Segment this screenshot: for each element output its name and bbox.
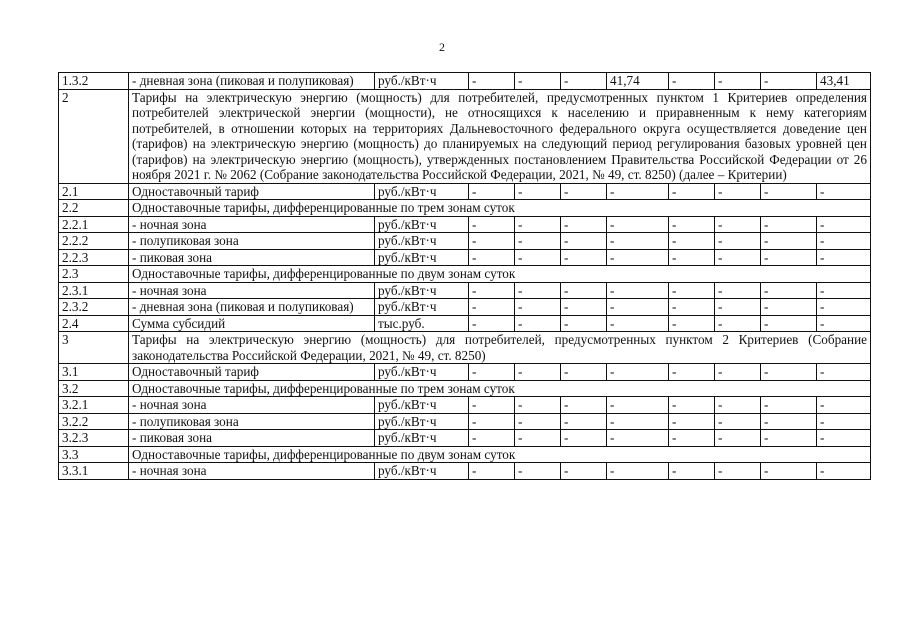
tariff-name: - дневная зона (пиковая и полупиковая): [129, 73, 375, 90]
value-cell: -: [817, 430, 871, 447]
value-cell: -: [715, 430, 761, 447]
table-row: [59, 216, 871, 233]
value-cell: -: [561, 430, 607, 447]
value-cell: -: [817, 183, 871, 200]
row-number: 3.2.2: [59, 413, 129, 430]
row-number: 3.3: [59, 446, 129, 463]
value-cell: -: [761, 233, 817, 250]
table-row: [59, 299, 871, 316]
value-cell: -: [515, 463, 561, 480]
value-cell: 41,74: [607, 73, 669, 90]
value-cell: -: [515, 183, 561, 200]
value-cell: -: [715, 216, 761, 233]
tariff-name: - ночная зона: [129, 463, 375, 480]
row-number: 2.1: [59, 183, 129, 200]
row-number: 2.3.1: [59, 282, 129, 299]
value-cell: -: [515, 315, 561, 332]
row-number: 3.2: [59, 380, 129, 397]
value-cell: -: [607, 233, 669, 250]
value-cell: -: [817, 413, 871, 430]
table-row: [59, 446, 871, 463]
value-cell: -: [515, 216, 561, 233]
section-heading: Одноставочные тарифы, дифференцированные по двум зонам суток: [129, 266, 871, 283]
table-row: [59, 413, 871, 430]
value-cell: -: [761, 249, 817, 266]
value-cell: -: [515, 299, 561, 316]
table-row: [59, 315, 871, 332]
unit-cell: руб./кВт·ч: [375, 183, 469, 200]
value-cell: -: [469, 216, 515, 233]
unit-cell: руб./кВт·ч: [375, 216, 469, 233]
table-body: [59, 73, 871, 480]
value-cell: -: [469, 463, 515, 480]
value-cell: -: [469, 73, 515, 90]
table-row: [59, 332, 871, 364]
value-cell: -: [561, 315, 607, 332]
value-cell: -: [561, 397, 607, 414]
unit-cell: руб./кВт·ч: [375, 397, 469, 414]
tariff-name: - пиковая зона: [129, 249, 375, 266]
value-cell: -: [715, 233, 761, 250]
value-cell: -: [515, 397, 561, 414]
tariff-name: - ночная зона: [129, 397, 375, 414]
value-cell: -: [715, 413, 761, 430]
value-cell: -: [561, 216, 607, 233]
row-number: 3.1: [59, 364, 129, 381]
value-cell: -: [715, 282, 761, 299]
unit-cell: руб./кВт·ч: [375, 299, 469, 316]
value-cell: -: [515, 73, 561, 90]
value-cell: -: [469, 233, 515, 250]
value-cell: -: [715, 299, 761, 316]
row-number: 2.3: [59, 266, 129, 283]
value-cell: -: [607, 413, 669, 430]
row-number: 2.2.1: [59, 216, 129, 233]
value-cell: 43,41: [817, 73, 871, 90]
value-cell: -: [561, 299, 607, 316]
value-cell: -: [669, 299, 715, 316]
table-row: [59, 463, 871, 480]
table-row: [59, 200, 871, 217]
unit-cell: руб./кВт·ч: [375, 233, 469, 250]
table-row: [59, 183, 871, 200]
value-cell: -: [761, 430, 817, 447]
value-cell: -: [817, 233, 871, 250]
tariff-name: - полупиковая зона: [129, 233, 375, 250]
value-cell: -: [561, 282, 607, 299]
section-heading: Одноставочные тарифы, дифференцированные по двум зонам суток: [129, 446, 871, 463]
value-cell: -: [669, 183, 715, 200]
value-cell: -: [817, 364, 871, 381]
unit-cell: руб./кВт·ч: [375, 73, 469, 90]
value-cell: -: [607, 364, 669, 381]
value-cell: -: [469, 315, 515, 332]
value-cell: -: [607, 249, 669, 266]
value-cell: -: [561, 364, 607, 381]
row-number: 2: [59, 89, 129, 183]
value-cell: -: [817, 299, 871, 316]
unit-cell: руб./кВт·ч: [375, 364, 469, 381]
value-cell: -: [561, 463, 607, 480]
value-cell: -: [515, 430, 561, 447]
value-cell: -: [817, 282, 871, 299]
value-cell: -: [669, 463, 715, 480]
tariff-name: Одноставочный тариф: [129, 183, 375, 200]
value-cell: -: [515, 413, 561, 430]
value-cell: -: [761, 216, 817, 233]
unit-cell: руб./кВт·ч: [375, 413, 469, 430]
value-cell: -: [715, 249, 761, 266]
table-row: [59, 430, 871, 447]
unit-cell: руб./кВт·ч: [375, 463, 469, 480]
tariff-name: - дневная зона (пиковая и полупиковая): [129, 299, 375, 316]
row-number: 3.3.1: [59, 463, 129, 480]
page-number: 2: [439, 40, 445, 54]
table-row: [59, 397, 871, 414]
value-cell: -: [515, 282, 561, 299]
value-cell: -: [669, 430, 715, 447]
row-number: 2.3.2: [59, 299, 129, 316]
unit-cell: руб./кВт·ч: [375, 249, 469, 266]
value-cell: -: [817, 249, 871, 266]
value-cell: -: [761, 299, 817, 316]
table-row: [59, 380, 871, 397]
value-cell: -: [817, 315, 871, 332]
table-row: [59, 266, 871, 283]
value-cell: -: [761, 364, 817, 381]
value-cell: -: [761, 463, 817, 480]
value-cell: -: [607, 397, 669, 414]
value-cell: -: [715, 397, 761, 414]
value-cell: -: [561, 183, 607, 200]
value-cell: -: [607, 299, 669, 316]
value-cell: -: [761, 183, 817, 200]
value-cell: -: [607, 183, 669, 200]
section-heading: Тарифы на электрическую энергию (мощность) для потребителей, предусмотренных пунктом 2 Критериев (Собрание законодательства Российской Федерации, 2021, № 49, ст. 8250): [129, 332, 871, 364]
value-cell: -: [469, 282, 515, 299]
value-cell: -: [561, 413, 607, 430]
section-heading: Тарифы на электрическую энергию (мощность) для потребителей, предусмотренных пунктом 1 Критериев определения потребителей электрической энергии (мощности), не относящихся к населению и приравненным к нему категориям потребителей, в отношении которых на территориях Дальневосточного федерального округа осуществляется доведение цен (тарифов) на электрическую энергию (мощность) до планируемых на следующий период регулирования базовых уровней цен (тарифов) на электрическую энергию (мощность), утвержденных постановлением Правительства Российской Федерации от 26 ноября 2021 г. № 2062 (Собрание законодательства Российской Федерации, 2021, № 49, ст. 8250) (далее – Критерии): [129, 89, 871, 183]
unit-cell: руб./кВт·ч: [375, 430, 469, 447]
row-number: 2.2.2: [59, 233, 129, 250]
table-row: [59, 89, 871, 183]
table-row: [59, 233, 871, 250]
tariff-table: [58, 72, 871, 480]
value-cell: -: [607, 282, 669, 299]
tariff-name: - ночная зона: [129, 282, 375, 299]
tariff-name: Сумма субсидий: [129, 315, 375, 332]
table-row: [59, 249, 871, 266]
value-cell: -: [469, 397, 515, 414]
row-number: 3.2.3: [59, 430, 129, 447]
value-cell: -: [515, 364, 561, 381]
table-row: [59, 73, 871, 90]
unit-cell: тыс.руб.: [375, 315, 469, 332]
unit-cell: руб./кВт·ч: [375, 282, 469, 299]
value-cell: -: [669, 73, 715, 90]
value-cell: -: [817, 216, 871, 233]
tariff-name: - ночная зона: [129, 216, 375, 233]
value-cell: -: [607, 315, 669, 332]
value-cell: -: [669, 413, 715, 430]
tariff-name: Одноставочный тариф: [129, 364, 375, 381]
value-cell: -: [607, 430, 669, 447]
row-number: 3: [59, 332, 129, 364]
value-cell: -: [669, 364, 715, 381]
value-cell: -: [561, 233, 607, 250]
value-cell: -: [469, 430, 515, 447]
value-cell: -: [715, 73, 761, 90]
value-cell: -: [715, 183, 761, 200]
value-cell: -: [515, 249, 561, 266]
value-cell: -: [715, 364, 761, 381]
value-cell: -: [761, 282, 817, 299]
section-heading: Одноставочные тарифы, дифференцированные по трем зонам суток: [129, 200, 871, 217]
tariff-name: - пиковая зона: [129, 430, 375, 447]
row-number: 3.2.1: [59, 397, 129, 414]
value-cell: -: [469, 249, 515, 266]
value-cell: -: [669, 249, 715, 266]
value-cell: -: [817, 397, 871, 414]
value-cell: -: [515, 233, 561, 250]
value-cell: -: [669, 216, 715, 233]
value-cell: -: [817, 463, 871, 480]
tariff-name: - полупиковая зона: [129, 413, 375, 430]
row-number: 2.4: [59, 315, 129, 332]
value-cell: -: [469, 183, 515, 200]
value-cell: -: [761, 413, 817, 430]
value-cell: -: [561, 249, 607, 266]
section-heading: Одноставочные тарифы, дифференцированные по трем зонам суток: [129, 380, 871, 397]
value-cell: -: [669, 397, 715, 414]
value-cell: -: [469, 413, 515, 430]
value-cell: -: [561, 73, 607, 90]
value-cell: -: [761, 73, 817, 90]
row-number: 2.2: [59, 200, 129, 217]
value-cell: -: [761, 397, 817, 414]
value-cell: -: [469, 299, 515, 316]
value-cell: -: [669, 233, 715, 250]
value-cell: -: [669, 282, 715, 299]
value-cell: -: [469, 364, 515, 381]
table-row: [59, 364, 871, 381]
table-row: [59, 282, 871, 299]
row-number: 1.3.2: [59, 73, 129, 90]
value-cell: -: [715, 315, 761, 332]
value-cell: -: [715, 463, 761, 480]
row-number: 2.2.3: [59, 249, 129, 266]
value-cell: -: [669, 315, 715, 332]
value-cell: -: [607, 216, 669, 233]
value-cell: -: [761, 315, 817, 332]
value-cell: -: [607, 463, 669, 480]
